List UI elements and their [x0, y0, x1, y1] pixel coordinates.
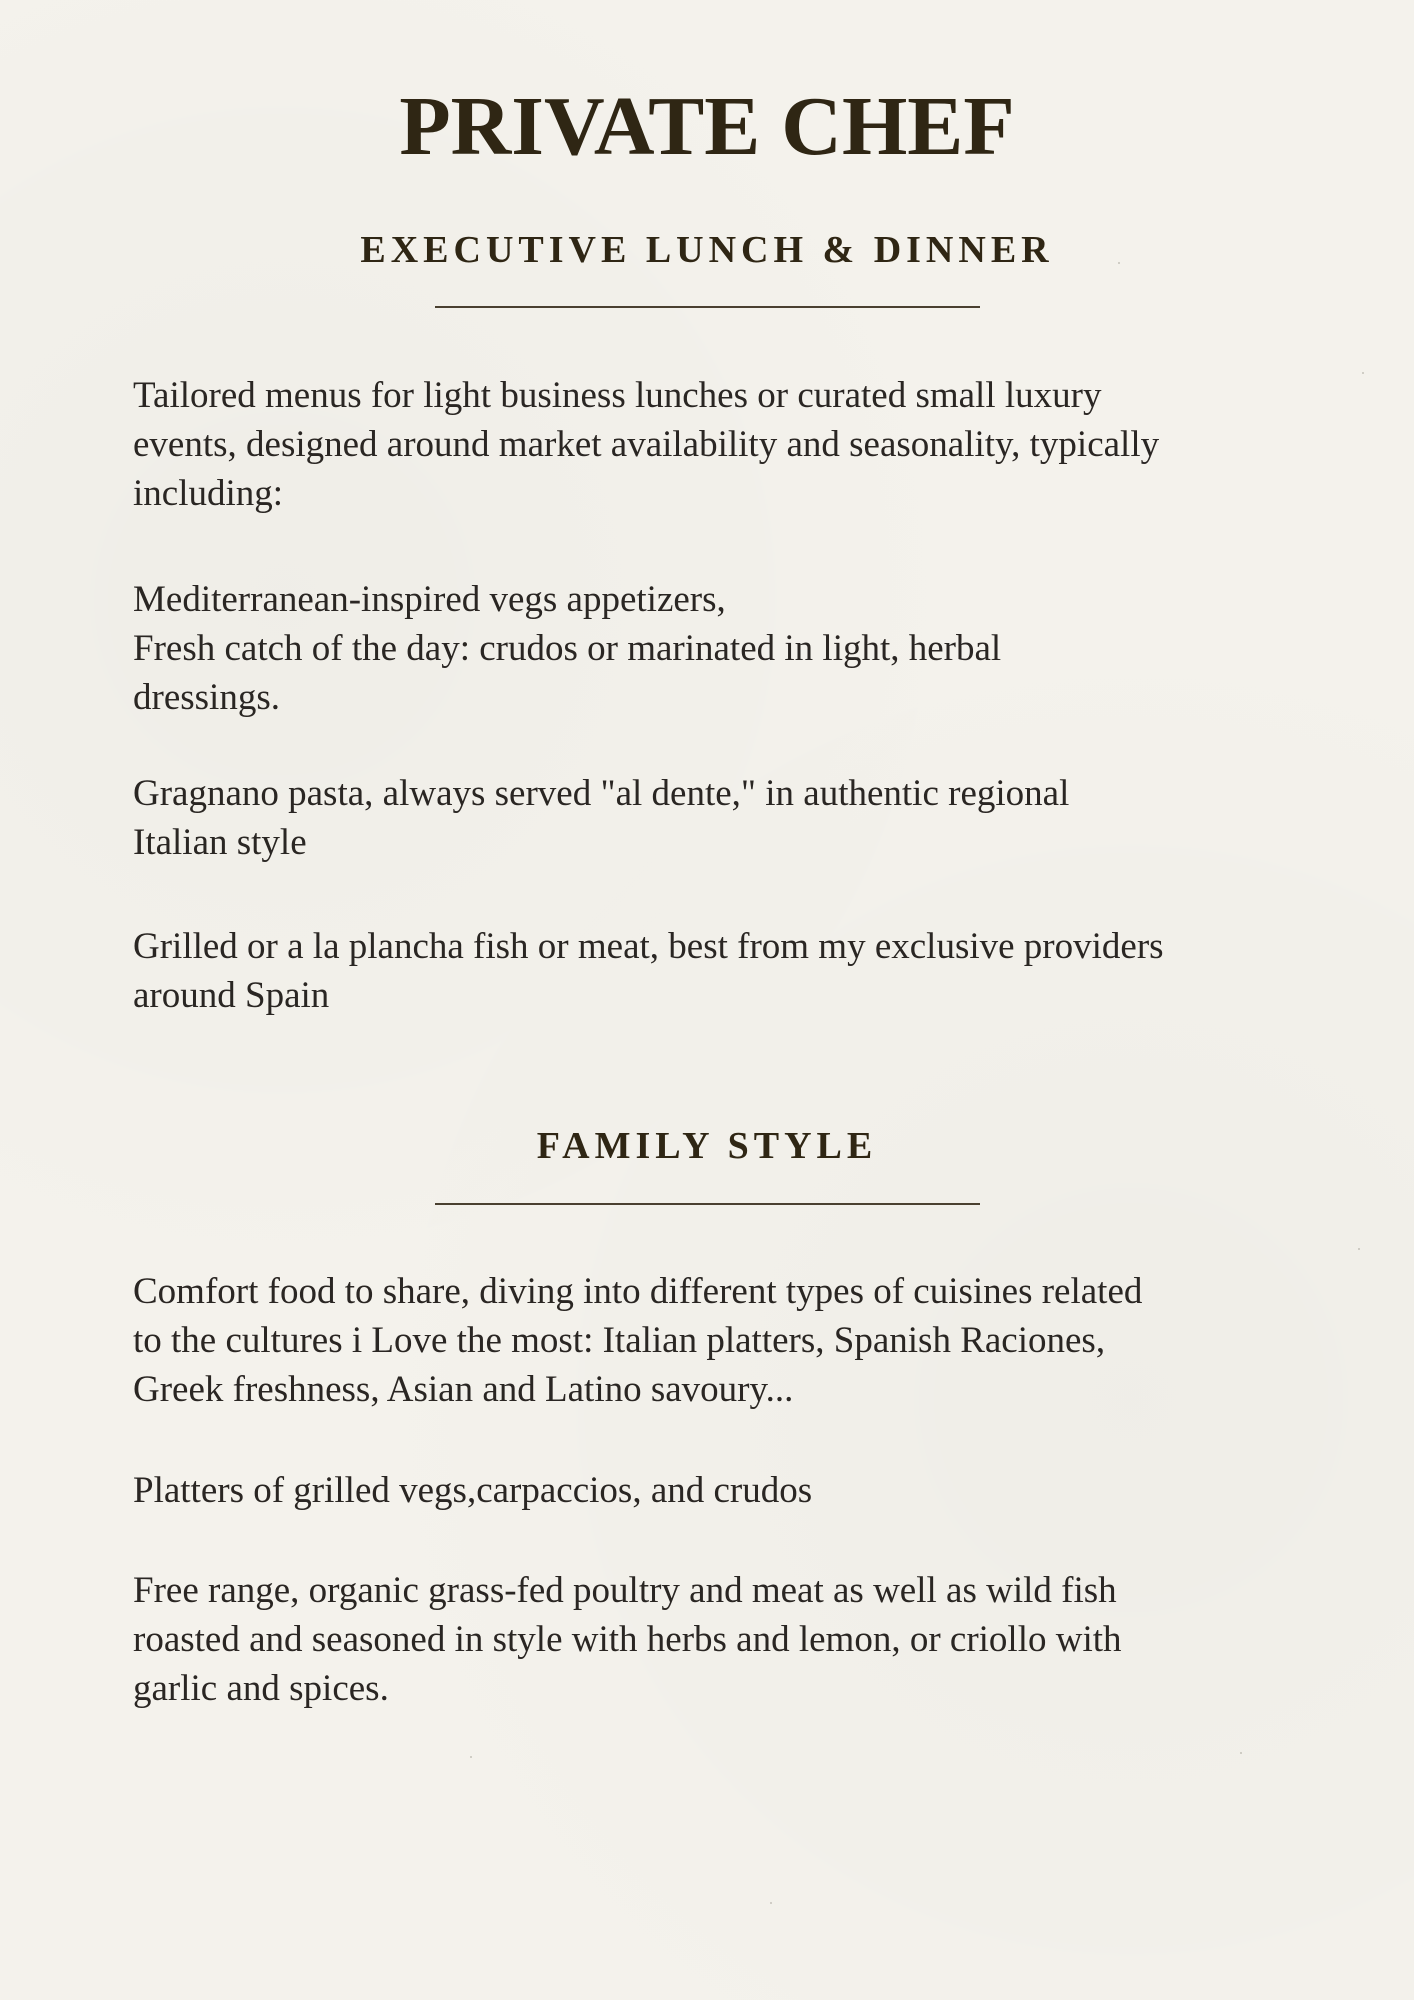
menu-item-paragraph: Grilled or a la plancha fish or meat, best from my exclusive providers around Spain: [133, 926, 1164, 1016]
paper-speck: [1240, 1752, 1242, 1754]
paper-speck: [1358, 1248, 1360, 1250]
paper-speck: [1362, 372, 1364, 374]
paper-speck: [470, 1756, 472, 1758]
menu-item-paragraph: Gragnano pasta, always served "al dente," in authentic regional Italian style: [133, 773, 1070, 863]
paper-speck: [770, 1902, 772, 1904]
section-heading-family-style: FAMILY STYLE: [536, 1125, 878, 1167]
section-intro-paragraph: Tailored menus for light business lunches or curated small luxury events, designed around market availability and seasonality, typically including:: [133, 375, 1160, 514]
menu-item-paragraph: Mediterranean-inspired vegs appetizers, Fresh catch of the day: crudos or marinated in light, herbal dressings.: [133, 579, 1002, 718]
section-heading-executive: EXECUTIVE LUNCH & DINNER: [360, 229, 1054, 271]
menu-item-paragraph: Free range, organic grass-fed poultry and meat as well as wild fish roasted and seasoned in style with herbs and lemon, or criollo with garlic and spices.: [133, 1570, 1122, 1709]
menu-item-paragraph: Platters of grilled vegs,carpaccios, and crudos: [133, 1470, 813, 1511]
section-divider: [435, 306, 980, 308]
section-intro-paragraph: Comfort food to share, diving into different types of cuisines related to the cultures i Love the most: Italian platters, Spanish Raciones, Greek freshness, Asian and Latino savoury...: [133, 1271, 1143, 1410]
section-divider: [435, 1203, 980, 1205]
page-title: PRIVATE CHEF: [399, 80, 1015, 173]
